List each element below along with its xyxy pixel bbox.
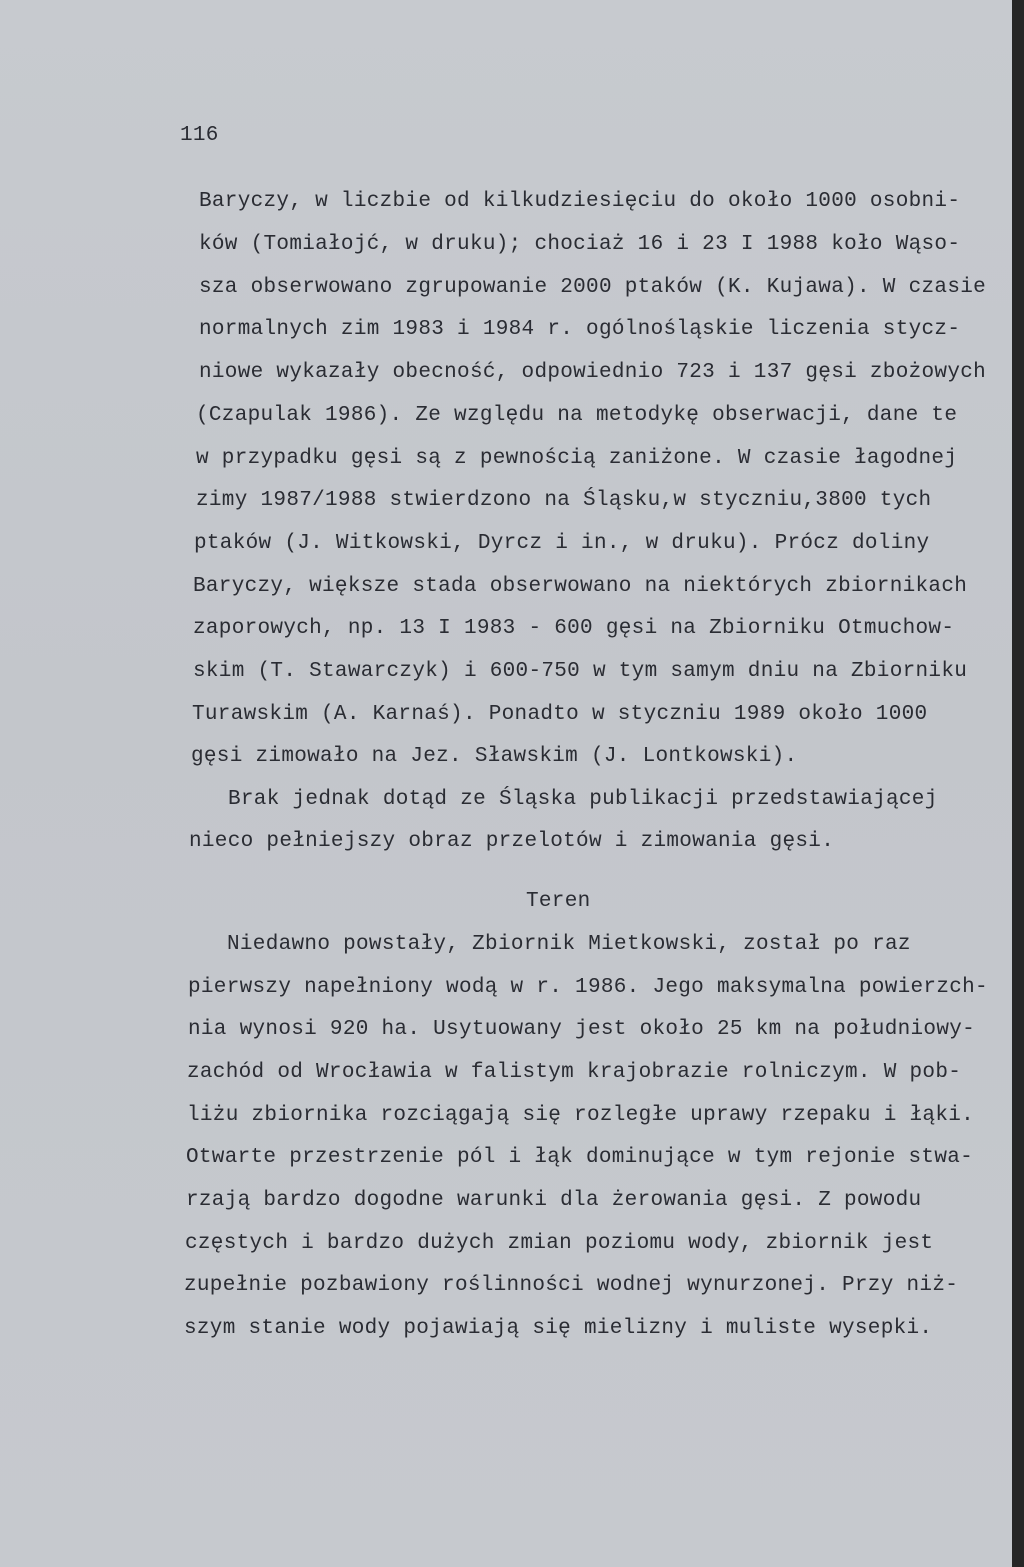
text-line: liżu zbiornika rozciągają się rozległe uprawy rzepaku i łąki. xyxy=(187,1104,975,1127)
text-line: ptaków (J. Witkowski, Dyrcz i in., w druku). Prócz doliny xyxy=(194,532,930,555)
text-line: szym stanie wody pojawiają się mielizny i muliste wysepki. xyxy=(184,1317,933,1340)
scan-border xyxy=(1012,0,1024,1567)
text-line: pierwszy napełniony wodą w r. 1986. Jego maksymalna powierzch- xyxy=(188,976,988,999)
text-line: skim (T. Stawarczyk) i 600-750 w tym samym dniu na Zbiorniku xyxy=(193,660,968,683)
text-line: niowe wykazały obecność, odpowiednio 723 i 137 gęsi zbożowych xyxy=(199,361,987,384)
text-line: Turawskim (A. Karnaś). Ponadto w styczniu 1989 około 1000 xyxy=(192,703,928,726)
text-line: Otwarte przestrzenie pól i łąk dominujące w tym rejonie stwa- xyxy=(186,1146,974,1169)
text-line: nieco pełniejszy obraz przelotów i zimowania gęsi. xyxy=(189,830,835,853)
text-line: normalnych zim 1983 i 1984 r. ogólnośląskie liczenia stycz- xyxy=(199,318,961,341)
text-line: zachód od Wrocławia w falistym krajobrazie rolniczym. W pob- xyxy=(187,1061,962,1084)
text-line: częstych i bardzo dużych zmian poziomu wody, zbiornik jest xyxy=(185,1232,934,1255)
text-line: Baryczy, większe stada obserwowano na niektórych zbiornikach xyxy=(193,575,968,598)
text-line: (Czapulak 1986). Ze względu na metodykę obserwacji, dane te xyxy=(196,404,958,427)
section-heading: Teren xyxy=(526,890,591,913)
text-line: zimy 1987/1988 stwierdzono na Śląsku,w styczniu,3800 tych xyxy=(196,489,932,512)
text-line: Baryczy, w liczbie od kilkudziesięciu do około 1000 osobni- xyxy=(199,190,961,213)
text-line: rzają bardzo dogodne warunki dla żerowania gęsi. Z powodu xyxy=(186,1189,922,1212)
text-line: nia wynosi 920 ha. Usytuowany jest około 25 km na południowy- xyxy=(188,1018,976,1041)
text-line: w przypadku gęsi są z pewnością zaniżone. W czasie łagodnej xyxy=(196,447,958,470)
text-line: zupełnie pozbawiony roślinności wodnej wynurzonej. Przy niż- xyxy=(184,1274,959,1297)
text-line: zaporowych, np. 13 I 1983 - 600 gęsi na Zbiorniku Otmuchow- xyxy=(193,617,955,640)
text-line: Niedawno powstały, Zbiornik Mietkowski, został po raz xyxy=(227,933,911,956)
text-line: gęsi zimowało na Jez. Sławskim (J. Lontkowski). xyxy=(191,745,798,768)
text-line: Brak jednak dotąd ze Śląska publikacji przedstawiającej xyxy=(228,788,938,811)
page-number: 116 xyxy=(180,124,219,147)
text-line: sza obserwowano zgrupowanie 2000 ptaków (K. Kujawa). W czasie xyxy=(199,276,987,299)
text-line: ków (Tomiałojć, w druku); chociaż 16 i 23 I 1988 koło Wąso- xyxy=(199,233,961,256)
